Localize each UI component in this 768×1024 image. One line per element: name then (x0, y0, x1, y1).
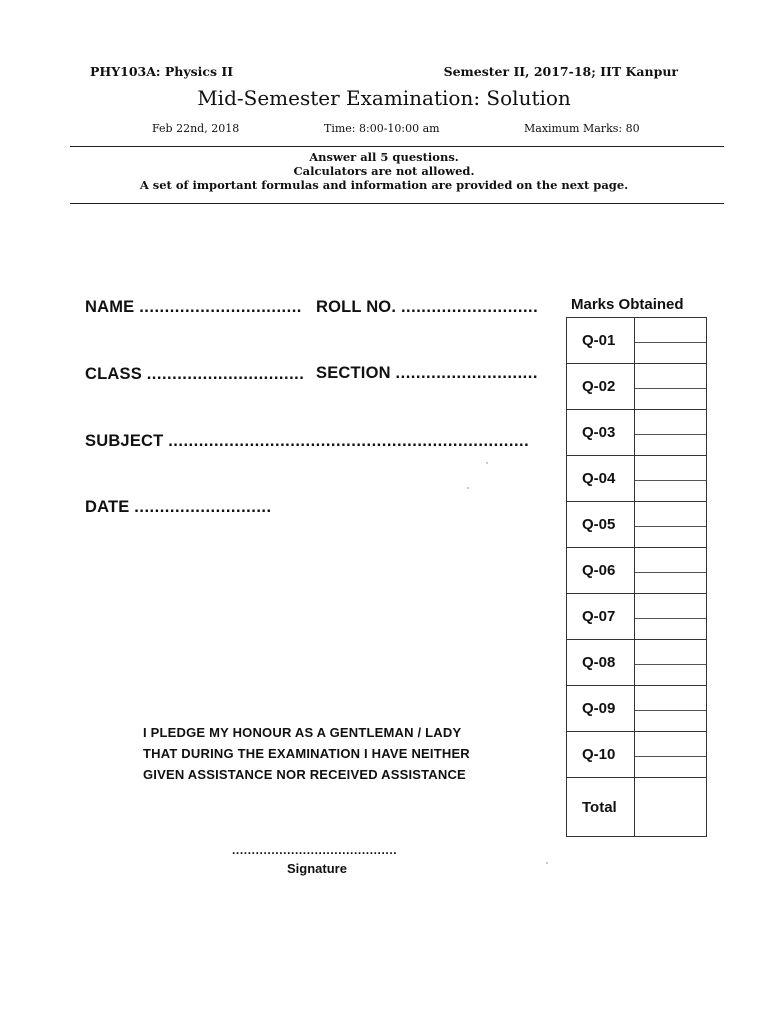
roll-no-field (316, 298, 538, 317)
instruction-line: A set of important formulas and information are provided on the next page. (139, 178, 629, 192)
total-entry-box (635, 778, 707, 837)
marks-row (567, 410, 707, 456)
section-blank: ............................ (395, 364, 538, 382)
marks-row (567, 686, 707, 732)
marks-row (567, 502, 707, 548)
semester-info: Semester II, 2017-18; IIT Kanpur (443, 64, 678, 79)
marks-entry-box (635, 732, 707, 778)
question-label: Q-03 (567, 410, 635, 456)
maximum-marks: Maximum Marks: 80 (524, 122, 640, 135)
marks-entry-line (635, 526, 706, 527)
marks-row (567, 732, 707, 778)
question-label: Q-01 (567, 318, 635, 364)
marks-entry-line (635, 388, 706, 389)
marks-entry-line (635, 342, 706, 343)
marks-row (567, 548, 707, 594)
marks-row (567, 456, 707, 502)
marks-total-row (567, 778, 707, 837)
pledge-line: I PLEDGE MY HONOUR AS A GENTLEMAN / LADY (143, 725, 462, 740)
section-label: SECTION (316, 364, 391, 382)
honour-pledge (143, 722, 470, 785)
instruction-line: Calculators are not allowed. (293, 164, 475, 178)
bottom-rule (70, 203, 724, 204)
marks-entry-box (635, 318, 707, 364)
date-field (85, 498, 272, 517)
marks-row (567, 318, 707, 364)
marks-entry-box (635, 410, 707, 456)
course-code: PHY103A: Physics II (90, 64, 234, 79)
scan-speck (467, 487, 469, 489)
total-label: Total (567, 778, 635, 837)
subject-blank: ....................................................................... (168, 432, 530, 450)
marks-entry-box (635, 456, 707, 502)
question-label: Q-10 (567, 732, 635, 778)
subject-field (85, 432, 529, 451)
class-blank: ............................... (146, 365, 305, 383)
marks-entry-line (635, 664, 706, 665)
name-field (85, 298, 302, 317)
date-label: DATE (85, 498, 130, 516)
marks-entry-box (635, 640, 707, 686)
signature-label: Signature (287, 861, 347, 876)
marks-row (567, 594, 707, 640)
instruction-line: Answer all 5 questions. (309, 150, 459, 164)
marks-obtained-title: Marks Obtained (571, 296, 684, 313)
marks-entry-box (635, 502, 707, 548)
roll-no-blank: ........................... (400, 298, 539, 316)
name-blank: ................................ (139, 298, 302, 316)
marks-entry-line (635, 710, 706, 711)
marks-entry-line (635, 572, 706, 573)
section-field (316, 364, 538, 383)
question-label: Q-06 (567, 548, 635, 594)
scan-speck (486, 462, 488, 464)
question-label: Q-08 (567, 640, 635, 686)
pledge-line: THAT DURING THE EXAMINATION I HAVE NEITHER (143, 746, 470, 761)
marks-entry-line (635, 756, 706, 757)
question-label: Q-09 (567, 686, 635, 732)
marks-row (567, 364, 707, 410)
date-blank: ........................... (134, 498, 272, 516)
subject-label: SUBJECT (85, 432, 164, 450)
question-label: Q-04 (567, 456, 635, 502)
question-label: Q-02 (567, 364, 635, 410)
exam-date: Feb 22nd, 2018 (152, 122, 240, 135)
marks-entry-box (635, 594, 707, 640)
marks-table (566, 317, 707, 837)
top-rule (70, 146, 724, 147)
question-label: Q-07 (567, 594, 635, 640)
class-field (85, 365, 304, 384)
marks-entry-box (635, 686, 707, 732)
pledge-line: GIVEN ASSISTANCE NOR RECEIVED ASSISTANCE (143, 767, 466, 782)
marks-entry-line (635, 480, 706, 481)
roll-no-label: ROLL NO. (316, 298, 397, 316)
name-label: NAME (85, 298, 135, 316)
marks-row (567, 640, 707, 686)
marks-entry-box (635, 364, 707, 410)
marks-entry-line (635, 434, 706, 435)
scan-speck (546, 862, 548, 864)
question-label: Q-05 (567, 502, 635, 548)
exam-time: Time: 8:00-10:00 am (324, 122, 440, 135)
class-label: CLASS (85, 365, 142, 383)
marks-entry-box (635, 548, 707, 594)
signature-blank: .......................................... (232, 843, 398, 857)
marks-entry-line (635, 618, 706, 619)
page-title: Mid-Semester Examination: Solution (197, 86, 571, 110)
